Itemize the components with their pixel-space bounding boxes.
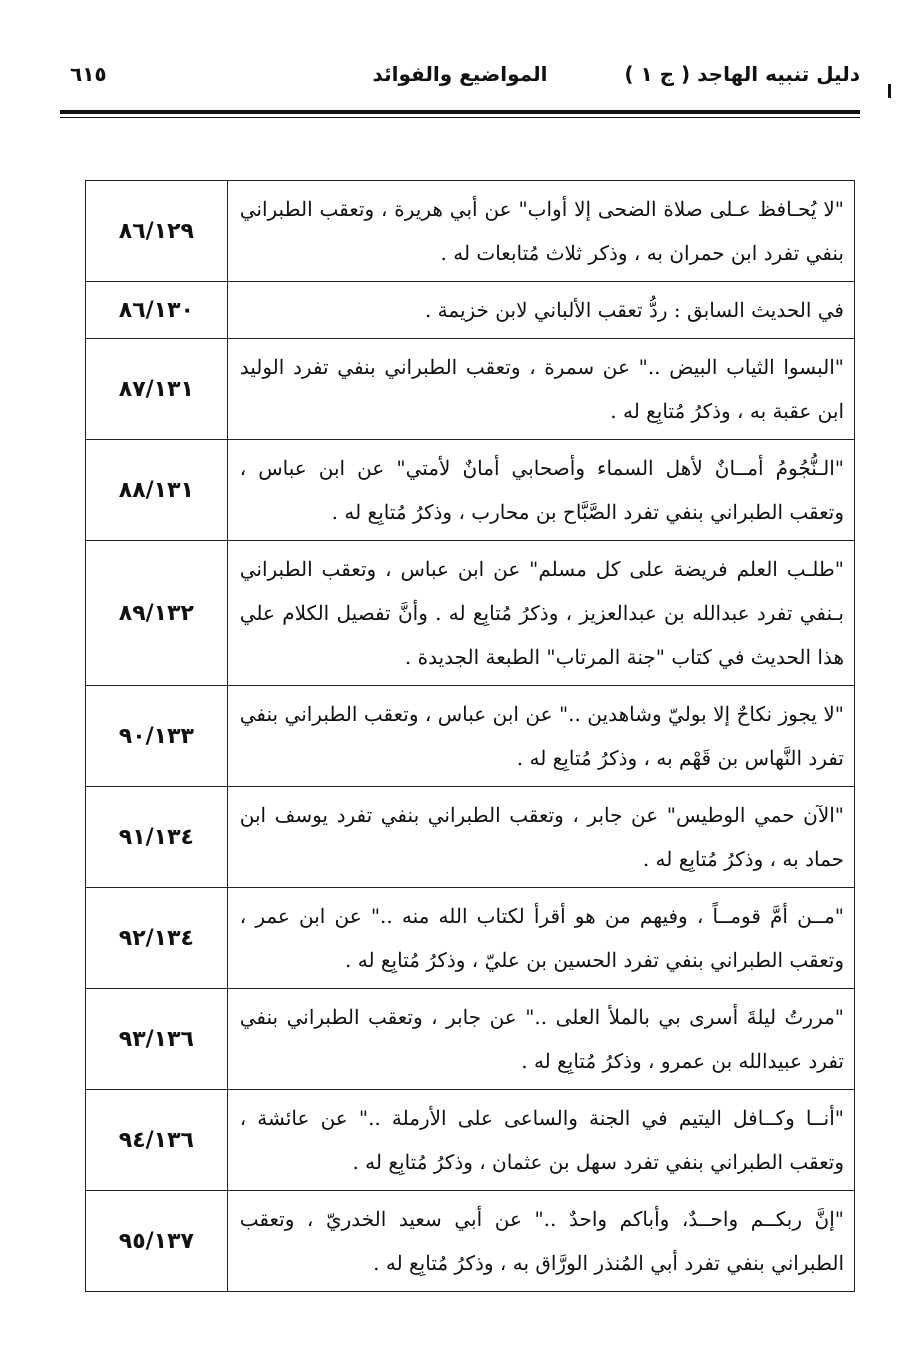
entry-reference: ٨٧/١٣١ <box>86 339 228 440</box>
header-rule-thick <box>60 110 860 114</box>
entry-reference: ٩٠/١٣٣ <box>86 686 228 787</box>
table-row <box>86 989 855 1090</box>
table-row <box>86 787 855 888</box>
entry-reference: ٨٩/١٣٢ <box>86 541 228 686</box>
table-row <box>86 888 855 989</box>
page-number: ٦١٥ <box>70 62 107 86</box>
table-row <box>86 1090 855 1191</box>
table-row <box>86 339 855 440</box>
entry-reference: ٨٦/١٣٠ <box>86 282 228 339</box>
entry-text: في الحديث السابق : ردُّ تعقب الألباني لابن خزيمة . <box>227 282 854 339</box>
entry-text: "لا يُحـافظ عـلى صلاة الضحى إلا أواب" عن أبي هريرة ، وتعقب الطبراني بنفي تفرد ابن حمران به ، وذكر ثلاث مُتابعات له . <box>227 181 854 282</box>
entry-text: "البسوا الثياب البيض .." عن سمرة ، وتعقب الطبراني بنفي تفرد الوليد ابن عقبة به ، وذكرُ مُتابِع له . <box>227 339 854 440</box>
header-rule-thin <box>60 117 860 118</box>
entry-reference: ٩٤/١٣٦ <box>86 1090 228 1191</box>
entry-text: "طلـب العلم فريضة على كل مسلم" عن ابن عباس ، وتعقب الطبراني بـنفي تفرد عبدالله بن عبدالعزيز ، وذكرُ مُتابِع له . وأنَّ تفصيل الكلام علي هذا الحديث في كتاب "جنة المرتاب" الطبعة الجديدة . <box>227 541 854 686</box>
entry-reference: ٨٨/١٣١ <box>86 440 228 541</box>
margin-mark <box>888 84 891 98</box>
entry-reference: ٩٢/١٣٤ <box>86 888 228 989</box>
entry-text: "الآن حمي الوطيس" عن جابر ، وتعقب الطبراني بنفي تفرد يوسف ابن حماد به ، وذكرُ مُتابِع له . <box>227 787 854 888</box>
entry-text: "إنَّ ربكــم واحــدٌ، وأباكم واحدٌ .." عن أبي سعيد الخدريّ ، وتعقب الطبراني بنفي تفرد أبي المُنذر الورَّاق به ، وذكرُ مُتابِع له . <box>227 1191 854 1292</box>
entry-reference: ٨٦/١٢٩ <box>86 181 228 282</box>
table-row <box>86 686 855 787</box>
section-title: المواضيع والفوائد <box>372 62 548 86</box>
page-header <box>60 58 860 98</box>
table-row <box>86 181 855 282</box>
entry-text: "مررتُ ليلةَ أسرى بي بالملأ العلى .." عن جابر ، وتعقب الطبراني بنفي تفرد عبيدالله بن عمرو ، وذكرُ مُتابِع له . <box>227 989 854 1090</box>
entry-text: "الـنُّجُومُ أمــانٌ لأهل السماء وأصحابي أمانٌ لأمتي" عن ابن عباس ، وتعقب الطبراني بنفي تفرد الصَّبَّاح بن محارب ، وذكرُ مُتابِع له . <box>227 440 854 541</box>
entry-reference: ٩١/١٣٤ <box>86 787 228 888</box>
entry-reference: ٩٣/١٣٦ <box>86 989 228 1090</box>
entry-reference: ٩٥/١٣٧ <box>86 1191 228 1292</box>
table-row <box>86 541 855 686</box>
entry-text: "أنــا وكــافل اليتيم في الجنة والساعى على الأرملة .." عن عائشة ، وتعقب الطبراني بنفي تفرد سهل بن عثمان ، وذكرُ مُتابِع له . <box>227 1090 854 1191</box>
entry-text: "مــن أمَّ قومــاً ، وفيهم من هو أقرأ لكتاب الله منه .." عن ابن عمر ، وتعقب الطبراني بنفي تفرد الحسين بن عليّ ، وذكرُ مُتابِع له . <box>227 888 854 989</box>
table-row <box>86 1191 855 1292</box>
book-title: دليل تنبيه الهاجد ( ج ١ ) <box>624 62 860 86</box>
entry-text: "لا يجوز نكاحٌ إلا بوليّ وشاهدين .." عن ابن عباس ، وتعقب الطبراني بنفي تفرد النَّهاس بن قَهْم به ، وذكرُ مُتابِع له . <box>227 686 854 787</box>
table-row <box>86 282 855 339</box>
table-row <box>86 440 855 541</box>
entries-table <box>85 180 855 1292</box>
